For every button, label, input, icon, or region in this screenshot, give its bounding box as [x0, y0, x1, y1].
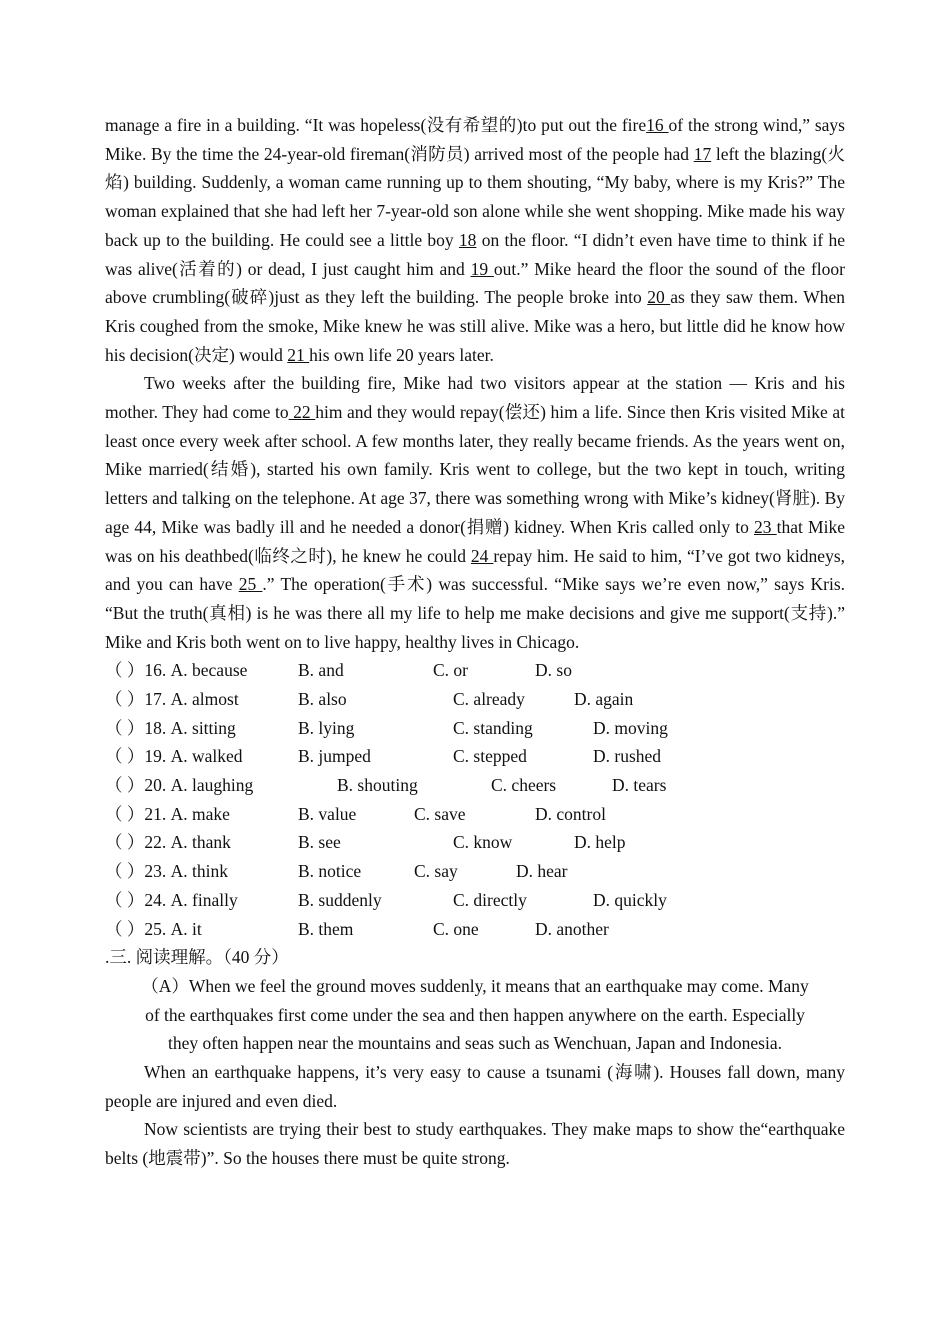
question-21	[105, 800, 845, 829]
blank-20: 20	[647, 287, 671, 308]
reading-a-paragraph-3: Now scientists are trying their best to study earthquakes. They make maps to show the“earthquake belts (地震带)”. So the houses there must be quite strong.	[105, 1119, 845, 1169]
option-b: B. and	[298, 660, 344, 681]
option-b: B. also	[298, 689, 347, 710]
blank-19: 19	[470, 258, 494, 279]
question-stem: （ ）20. A. laughing	[105, 775, 254, 796]
reading-a-line-1: （A）When we feel the ground moves suddenly, it means that an earthquake may come. Many	[141, 975, 809, 996]
option-b: B. lying	[298, 717, 355, 738]
question-23	[105, 857, 845, 886]
reading-a-paragraph-2: When an earthquake happens, it’s very easy to cause a tsunami (海啸). Houses fall down, many people are injured and even died.	[105, 1062, 845, 1111]
blank-24: 24	[470, 545, 494, 566]
option-d: D. rushed	[593, 746, 662, 767]
blank-23: 23	[754, 516, 777, 537]
option-c: C. already	[453, 689, 525, 710]
text-run: his own life 20 years later.	[309, 344, 494, 365]
question-stem: （ ）24. A. finally	[105, 889, 238, 910]
option-c: C. stepped	[453, 746, 527, 767]
question-18	[105, 714, 845, 743]
question-stem: （ ）18. A. sitting	[105, 717, 236, 738]
text-run: left the blazing(火焰) building. Suddenly, a woman came running up to them shouting, “My baby, where is my Kris?” The woman explained that she had left her 7-year-old son alone while she went shopping. Mike made his way back up to the building. He could see a little boy	[105, 143, 845, 250]
question-20	[105, 771, 845, 800]
question-stem: （ ）17. A. almost	[105, 689, 239, 710]
option-d: D. again	[574, 689, 634, 710]
option-d: D. hear	[516, 861, 568, 882]
question-stem: （ ）25. A. it	[105, 918, 202, 939]
text-run: out.” Mike heard the floor the sound of the floor above crumbling(破碎)just as they left the building. The people broke into	[105, 258, 845, 308]
option-c: C. save	[414, 803, 466, 824]
text-run: .” The operation(手术) was successful. “Mike says we’re even now,” says Kris. “But the truth(真相) is he was there all my life to help me make decisions and give me support(支持).” Mike and Kris both went on to live happy, healthy lives in Chicago.	[105, 574, 846, 652]
option-d: D. moving	[593, 717, 668, 738]
text-run: repay him. He said to him, “I’ve got two kidneys, and you can have	[105, 545, 846, 595]
option-c: C. say	[414, 861, 458, 882]
text-run: him and they would repay(偿还) him a life. Since then Kris visited Mike at least once every week after school. A few months later, they really became friends. As the years went on, Mike married(结婚), started his own family. Kris went to college, but the two kept in touch, writing letters and talking on the telephone. At age 37, there was something wrong with Mike’s kidney(肾脏). By age 44, Mike was badly ill and he needed a donor(捐赠) kidney. When Kris called only to	[105, 402, 845, 537]
option-b: B. shouting	[337, 775, 418, 796]
question-stem: （ ）19. A. walked	[105, 746, 243, 767]
option-b: B. notice	[298, 861, 362, 882]
blank-17: 17	[693, 143, 712, 164]
blank-25: 25	[238, 574, 263, 595]
blank-22: 22	[288, 402, 316, 423]
option-d: D. quickly	[593, 889, 667, 910]
option-c: C. or	[433, 660, 468, 681]
question-stem: （ ）21. A. make	[105, 803, 230, 824]
text-run: as they saw them. When Kris coughed from the smoke, Mike knew he was still alive. Mike was a hero, but little did he know how his decision(决定) would	[105, 287, 845, 365]
text-run: that Mike was on his deathbed(临终之时), he knew he could	[105, 516, 845, 566]
blank-21: 21	[287, 344, 310, 365]
document-page	[105, 111, 845, 1173]
option-b: B. see	[298, 832, 341, 853]
question-16	[105, 656, 845, 685]
option-c: C. cheers	[491, 775, 557, 796]
option-b: B. suddenly	[298, 889, 382, 910]
question-stem: （ ）22. A. thank	[105, 832, 231, 853]
text-run: of the strong wind,” says Mike. By the time the 24-year-old fireman(消防员) arrived most of the people had	[105, 115, 845, 164]
blank-18: 18	[458, 229, 477, 250]
text-run: on the floor. “I didn’t even have time to think if he was alive(活着的) or dead, I just caught him and	[105, 229, 845, 279]
option-d: D. tears	[612, 775, 667, 796]
question-list	[105, 656, 845, 943]
question-stem: （ ）23. A. think	[105, 861, 228, 882]
option-d: D. so	[535, 660, 572, 681]
passage-paragraph-1	[105, 111, 845, 369]
option-c: C. know	[453, 832, 513, 853]
blank-16: 16	[646, 115, 669, 135]
passage-paragraph-2	[105, 369, 845, 656]
text-run: manage a fire in a building. “It was hopeless(没有希望的)to put out the fire	[105, 115, 647, 135]
option-b: B. jumped	[298, 746, 371, 767]
option-b: B. them	[298, 918, 354, 939]
question-19	[105, 742, 845, 771]
question-22	[105, 828, 845, 857]
question-24	[105, 886, 845, 915]
question-stem: （ ）16. A. because	[105, 660, 248, 681]
option-c: C. standing	[453, 717, 533, 738]
reading-a-line-2: of the earthquakes first come under the sea and then happen anywhere on the earth. Especially	[145, 1004, 805, 1025]
text-run: Two weeks after the building fire, Mike had two visitors appear at the station — Kris and his mother. They had come to	[105, 373, 845, 423]
option-d: D. help	[574, 832, 626, 853]
option-d: D. control	[535, 803, 606, 824]
section-heading: .三. 阅读理解。（40 分）	[105, 947, 289, 968]
reading-a-line-3: they often happen near the mountains and seas such as Wenchuan, Japan and Indonesia.	[168, 1033, 782, 1054]
option-c: C. one	[433, 918, 479, 939]
option-d: D. another	[535, 918, 609, 939]
question-25	[105, 915, 845, 944]
question-17	[105, 685, 845, 714]
option-c: C. directly	[453, 889, 527, 910]
option-b: B. value	[298, 803, 357, 824]
